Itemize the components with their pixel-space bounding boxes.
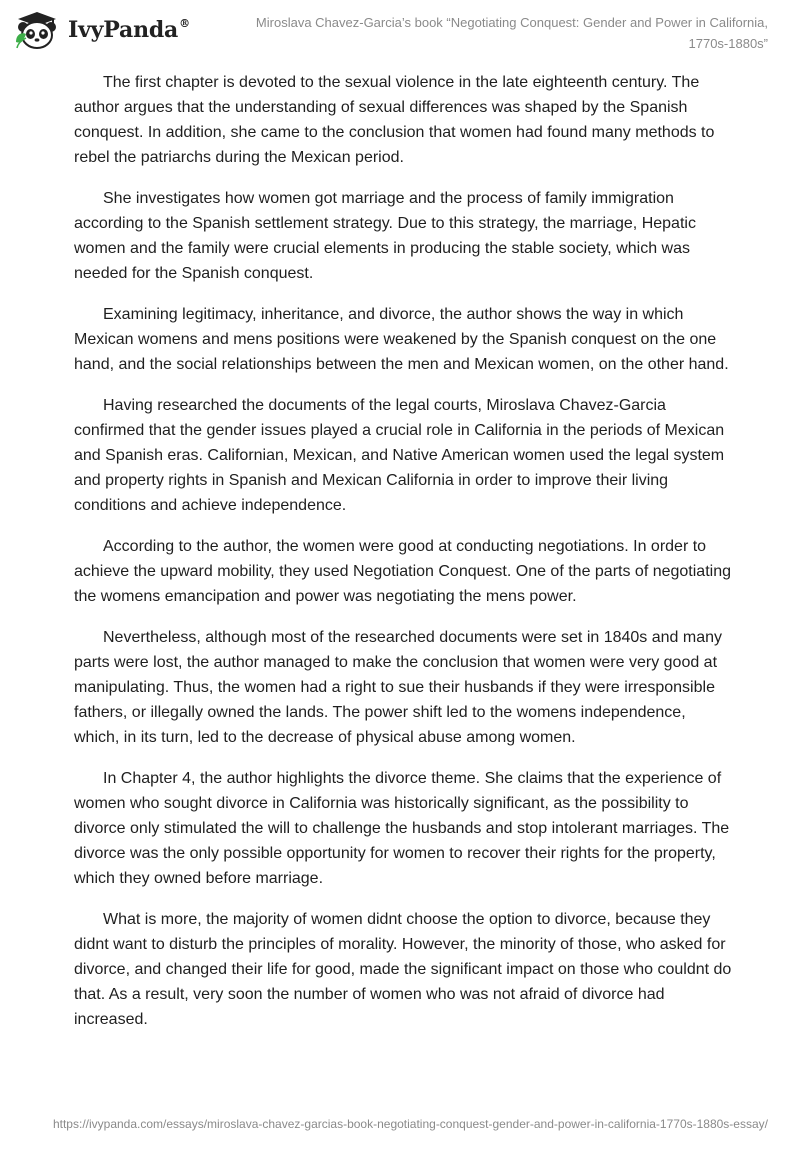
paragraph: Examining legitimacy, inheritance, and divorce, the author shows the way in which Mexican womens and mens positions were weakened by the Spanish conquest on the one hand, and the social relationships between the men and Mexican women, on the other hand. xyxy=(74,306,729,373)
panda-logo-icon xyxy=(14,10,60,50)
essay-body xyxy=(74,70,734,1048)
paragraph: She investigates how women got marriage and the process of family immigration according to the Spanish settlement strategy. Due to this strategy, the marriage, Hepatic women and the family were crucial elements in producing the stable society, which was needed for the Spanish conquest. xyxy=(74,190,696,282)
paragraph: Nevertheless, although most of the researched documents were set in 1840s and many parts were lost, the author managed to make the conclusion that women were very good at manipulating. Thus, the women had a right to sue their husbands if they were irresponsible fathers, or illegally owned the lands. The power shift led to the womens independence, which, in its turn, led to the decrease of physical abuse among women. xyxy=(74,629,723,746)
ivypanda-logo[interactable] xyxy=(14,10,190,50)
paragraph: What is more, the majority of women didnt choose the option to divorce, because they didnt want to disturb the principles of morality. However, the minority of those, who asked for divorce, and changed their life for good, made the significant impact on those who couldnt do that. As a result, very soon the number of women who was not afraid of divorce had increased. xyxy=(74,911,732,1028)
paragraph: In Chapter 4, the author highlights the divorce theme. She claims that the experience of women who sought divorce in California was historically significant, as the possibility to divorce only stimulated the will to challenge the husbands and stop intolerant marriages. The divorce was the only possible opportunity for women to recover their rights for the property, which they owned before marriage. xyxy=(74,770,730,887)
paragraph: Having researched the documents of the legal courts, Miroslava Chavez-Garcia confirmed that the gender issues played a crucial role in California in the periods of Mexican and Spanish eras. Californian, Mexican, and Native American women used the legal system and property rights in Spanish and Mexican California in order to improve their living conditions and achieve independence. xyxy=(74,397,725,514)
source-url[interactable]: https://ivypanda.com/essays/miroslava-chavez-garcias-book-negotiating-conquest-gender-and-power-in-california-1770s-1880s-essay/ xyxy=(52,1117,768,1131)
page-header xyxy=(0,0,800,62)
paragraph: According to the author, the women were good at conducting negotiations. In order to achieve the upward mobility, they used Negotiation Conquest. One of the parts of negotiating the womens emancipation and power was negotiating the mens power. xyxy=(74,538,731,605)
paragraph: The first chapter is devoted to the sexual violence in the late eighteenth century. The author argues that the understanding of sexual differences was shaped by the Spanish conquest. In addition, she came to the conclusion that women had found many methods to rebel the patriarchs during the Mexican period. xyxy=(74,74,715,166)
brand-name: IvyPanda® xyxy=(68,17,190,43)
document-title: Miroslava Chavez-Garcia’s book “Negotiating Conquest: Gender and Power in California, 1770s-1880s” xyxy=(255,15,768,51)
